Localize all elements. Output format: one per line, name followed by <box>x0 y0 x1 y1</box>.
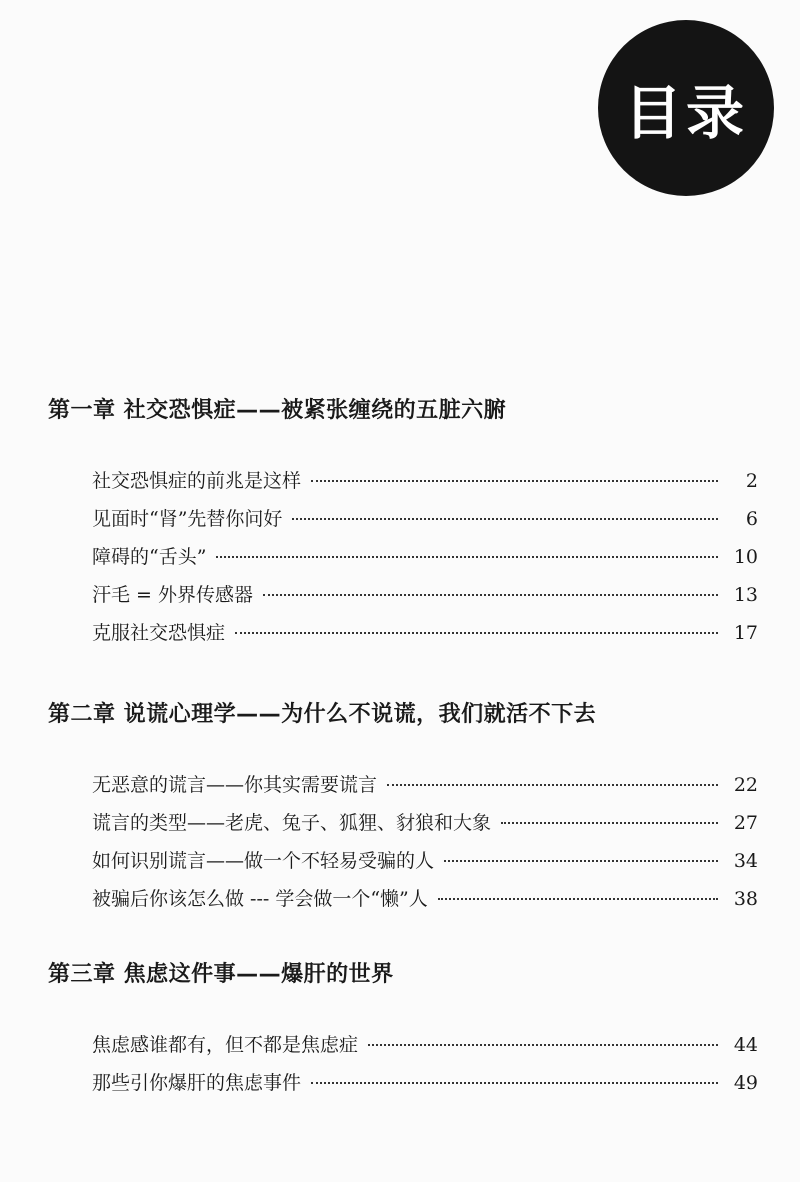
chapter-entries <box>92 1026 758 1102</box>
dot-leader <box>501 822 718 824</box>
toc-title: 目录 <box>623 79 748 147</box>
dot-leader <box>438 898 718 900</box>
entry-title: 障碍的“舌头” <box>92 546 207 568</box>
toc-entry <box>92 614 758 652</box>
toc-entry <box>92 462 758 500</box>
entry-title: 那些引你爆肝的焦虑事件 <box>92 1072 302 1094</box>
chapter-heading: 第一章 社交恐惧症——被紧张缠绕的五脏六腑 <box>48 398 507 423</box>
toc-entry <box>92 804 758 842</box>
entry-title: 如何识别谎言——做一个不轻易受骗的人 <box>92 850 435 872</box>
entry-title: 汗毛 = 外界传感器 <box>92 584 253 606</box>
chapter-heading: 第三章 焦虑这件事——爆肝的世界 <box>48 962 394 987</box>
page-number: 6 <box>745 508 758 530</box>
page-number: 2 <box>745 470 758 492</box>
dot-leader <box>235 632 718 634</box>
page-number: 38 <box>733 888 758 910</box>
toc-entry <box>92 880 758 918</box>
page-number: 49 <box>733 1072 758 1094</box>
toc-entry <box>92 576 758 614</box>
page-number: 44 <box>733 1034 758 1056</box>
dot-leader <box>292 518 718 520</box>
page-number: 34 <box>733 850 758 872</box>
page-number: 22 <box>733 774 758 796</box>
toc-title-badge <box>598 20 774 196</box>
dot-leader <box>311 480 718 482</box>
toc-entry <box>92 538 758 576</box>
toc-entry <box>92 500 758 538</box>
chapter-entries <box>92 462 758 652</box>
chapter-2 <box>48 700 758 918</box>
toc-entry <box>92 842 758 880</box>
entry-title: 见面时“肾”先替你问好 <box>92 508 283 530</box>
entry-title: 谎言的类型——老虎、兔子、狐狸、豺狼和大象 <box>92 812 492 834</box>
page-number: 27 <box>733 812 758 834</box>
entry-title: 克服社交恐惧症 <box>92 622 226 644</box>
page-number: 13 <box>733 584 758 606</box>
entry-title: 被骗后你该怎么做 --- 学会做一个“懒”人 <box>92 888 428 910</box>
chapter-3 <box>48 960 758 1102</box>
entry-title: 社交恐惧症的前兆是这样 <box>92 470 302 492</box>
page-number: 17 <box>733 622 758 644</box>
entry-title: 无恶意的谎言——你其实需要谎言 <box>92 774 378 796</box>
dot-leader <box>216 556 717 558</box>
dot-leader <box>387 784 718 786</box>
chapter-1 <box>48 396 758 652</box>
page-number: 10 <box>733 546 758 568</box>
chapter-heading: 第二章 说谎心理学——为什么不说谎，我们就活不下去 <box>48 702 597 727</box>
toc-entry <box>92 1064 758 1102</box>
dot-leader <box>263 594 718 596</box>
dot-leader <box>368 1044 718 1046</box>
dot-leader <box>444 860 718 862</box>
toc-entry <box>92 1026 758 1064</box>
dot-leader <box>311 1082 718 1084</box>
entry-title: 焦虑感谁都有，但不都是焦虑症 <box>92 1034 359 1056</box>
toc-entry <box>92 766 758 804</box>
chapter-entries <box>92 766 758 918</box>
